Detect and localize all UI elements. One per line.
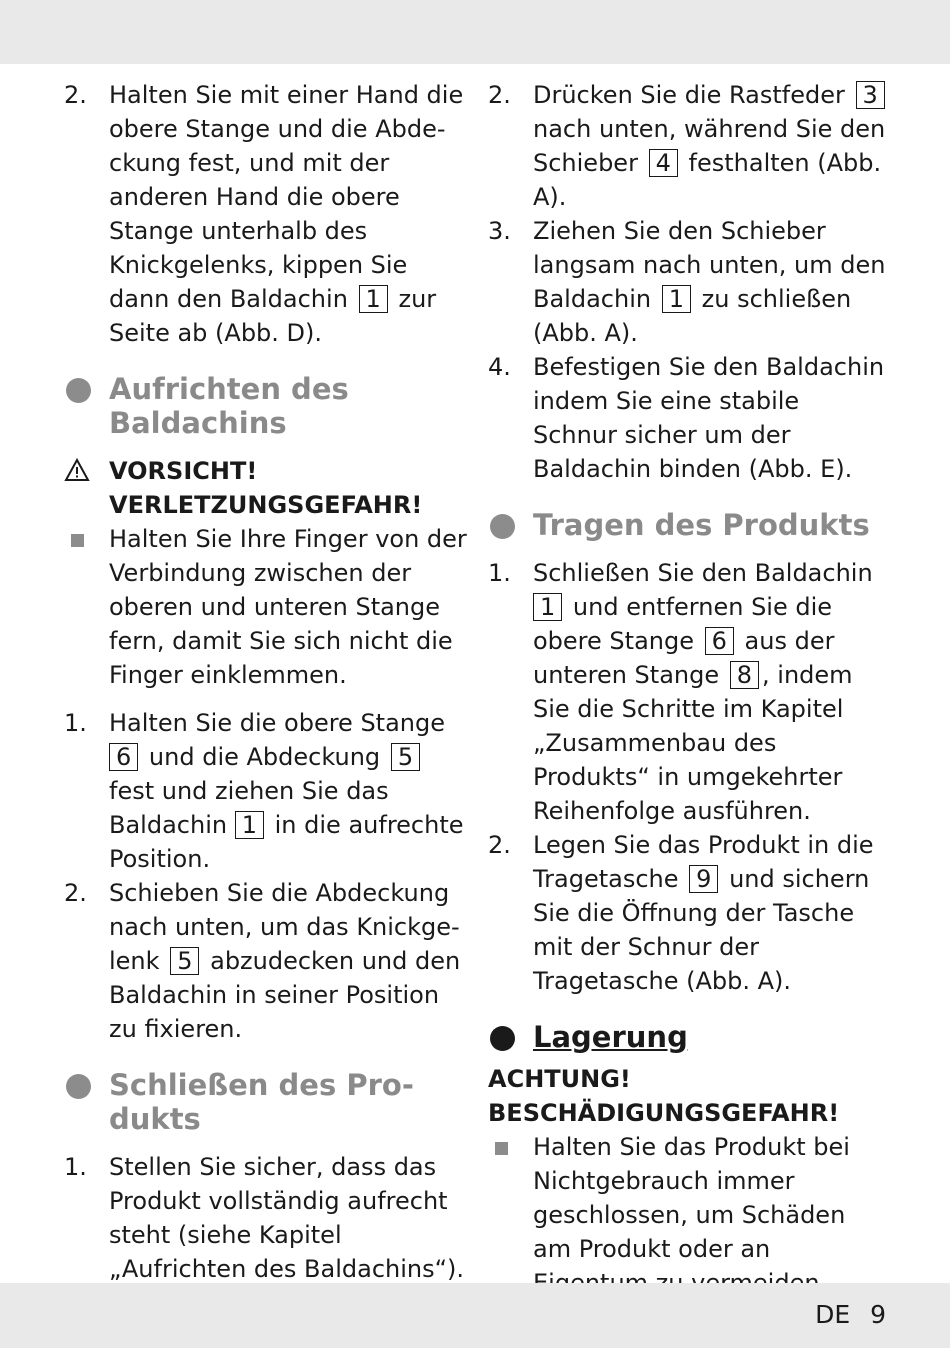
page-footer [803, 1300, 886, 1329]
heading-bullet-icon [66, 1074, 91, 1099]
warning-title: VORSICHT! [109, 457, 258, 485]
item-text: , indem Sie die Schritte im Kapitel „Zusammenbau des Produkts“ in umgekehrter Reihenfolge ausführen. [533, 661, 853, 825]
item-text: Ziehen Sie den Schieber langsam nach unten, um den Baldachin [533, 217, 886, 313]
item-number: 2. [488, 81, 511, 109]
item-text: abzudecken und den Baldachin in seiner Position zu fixieren. [109, 947, 461, 1043]
section-heading-lagerung [488, 1020, 888, 1054]
bullet-text: Halten Sie das Produkt bei Nichtgebrauch immer geschlossen, um Schäden am Produkt oder an [533, 1133, 850, 1263]
item-text: Schieben Sie die Abdeckung nach unten, um das Knickgelenk [109, 879, 460, 975]
item-text: zur Seite ab (Abb. D). [109, 285, 437, 347]
item-text: und sichern Sie die Öffnung der Tasche mit der Schnur der Tragetasche (Abb. A). [533, 865, 870, 995]
list-item [64, 78, 469, 350]
warning-subtitle: VERLETZUNGSGEFAHR! [109, 491, 423, 519]
section-heading-aufrichten [64, 372, 469, 440]
item-number: 1. [64, 1153, 87, 1181]
caution-title: ACHTUNG! [488, 1065, 631, 1093]
list-item [64, 876, 469, 1046]
list-item [64, 1150, 469, 1286]
list-item [488, 214, 888, 350]
part-number-box: 6 [705, 627, 734, 655]
part-number-box: 5 [391, 743, 420, 771]
item-number: 1. [488, 559, 511, 587]
bullet-item [488, 1130, 888, 1300]
item-number: 3. [488, 217, 511, 245]
list-item [64, 706, 469, 876]
bullet-text: Halten Sie Ihre Finger von der Verbindung zwischen der oberen und unteren Stange fern, damit Sie sich nicht die Finger einklemmen. [109, 525, 467, 689]
item-text: fest und ziehen Sie das Baldachin [109, 777, 389, 839]
item-text: Legen Sie das Produkt in die Tragetasche [533, 831, 874, 893]
part-number-box: 9 [689, 865, 718, 893]
item-number: 4. [488, 353, 511, 381]
item-text: aus der unteren Stange [533, 627, 835, 689]
part-number-box: 1 [662, 285, 691, 313]
part-number-box: 1 [533, 593, 562, 621]
item-text: und die Abdeckung [148, 743, 381, 771]
warning-triangle-icon [64, 458, 90, 482]
part-number-box: 6 [109, 743, 138, 771]
item-text: Schließen Sie den Baldachin [533, 559, 873, 587]
right-column [488, 78, 888, 1300]
bullet-item [64, 522, 469, 692]
square-bullet-icon [495, 1142, 508, 1155]
heading-text: Tragen des Produkts [533, 508, 870, 542]
item-number: 2. [64, 879, 87, 907]
part-number-box: 4 [649, 149, 678, 177]
item-text: Befestigen Sie den Baldachin indem Sie eine stabile Schnur sicher um der Baldachin binden (Abb. E). [533, 353, 885, 483]
heading-text: Lagerung [533, 1020, 688, 1054]
warning-notice [64, 454, 469, 488]
item-text: nach unten, während Sie den Schieber [533, 115, 886, 177]
list-item [488, 828, 888, 998]
item-text: zu schließen (Abb. A). [533, 285, 852, 347]
item-text: Drücken Sie die Rastfeder [533, 81, 845, 109]
part-number-box: 8 [730, 661, 759, 689]
item-text: festhalten (Abb. A). [533, 149, 882, 211]
part-number-box: 1 [359, 285, 388, 313]
item-number: 2. [64, 81, 87, 109]
item-text: Stellen Sie sicher, dass das Produkt vollständig aufrecht steht (siehe Kapitel „Aufrichten des Baldachins“). [109, 1153, 465, 1283]
part-number-box: 1 [235, 811, 264, 839]
list-item [488, 556, 888, 828]
heading-text: Aufrichten des Baldachins [109, 372, 349, 440]
item-number: 1. [64, 709, 87, 737]
section-heading-schliessen [64, 1068, 469, 1136]
heading-bullet-icon [490, 514, 515, 539]
caution-subtitle: BESCHÄDIGUNGSGEFAHR! [488, 1099, 840, 1127]
part-number-box: 5 [170, 947, 199, 975]
item-text: in die aufrechte Position. [109, 811, 464, 873]
item-text: Halten Sie mit einer Hand die obere Stange und die Abdeckung fest, und mit der anderen Hand die obere Stange unterhalb des Knickgelenks, kippen Sie dann den Baldachin [109, 81, 464, 313]
square-bullet-icon [71, 534, 84, 547]
left-column [64, 78, 469, 1286]
language-code: DE [815, 1300, 851, 1329]
item-number: 2. [488, 831, 511, 859]
top-band [0, 0, 950, 64]
item-text: Halten Sie die obere Stange [109, 709, 446, 737]
heading-text: Schließen des Produkts [109, 1068, 414, 1136]
section-heading-tragen [488, 508, 888, 542]
heading-bullet-icon [490, 1026, 515, 1051]
item-text: und entfernen Sie die obere Stange [533, 593, 833, 655]
part-number-box: 3 [856, 81, 885, 109]
list-item [488, 350, 888, 486]
list-item [488, 78, 888, 214]
heading-bullet-icon [66, 378, 91, 403]
page-number: 9 [870, 1300, 886, 1329]
